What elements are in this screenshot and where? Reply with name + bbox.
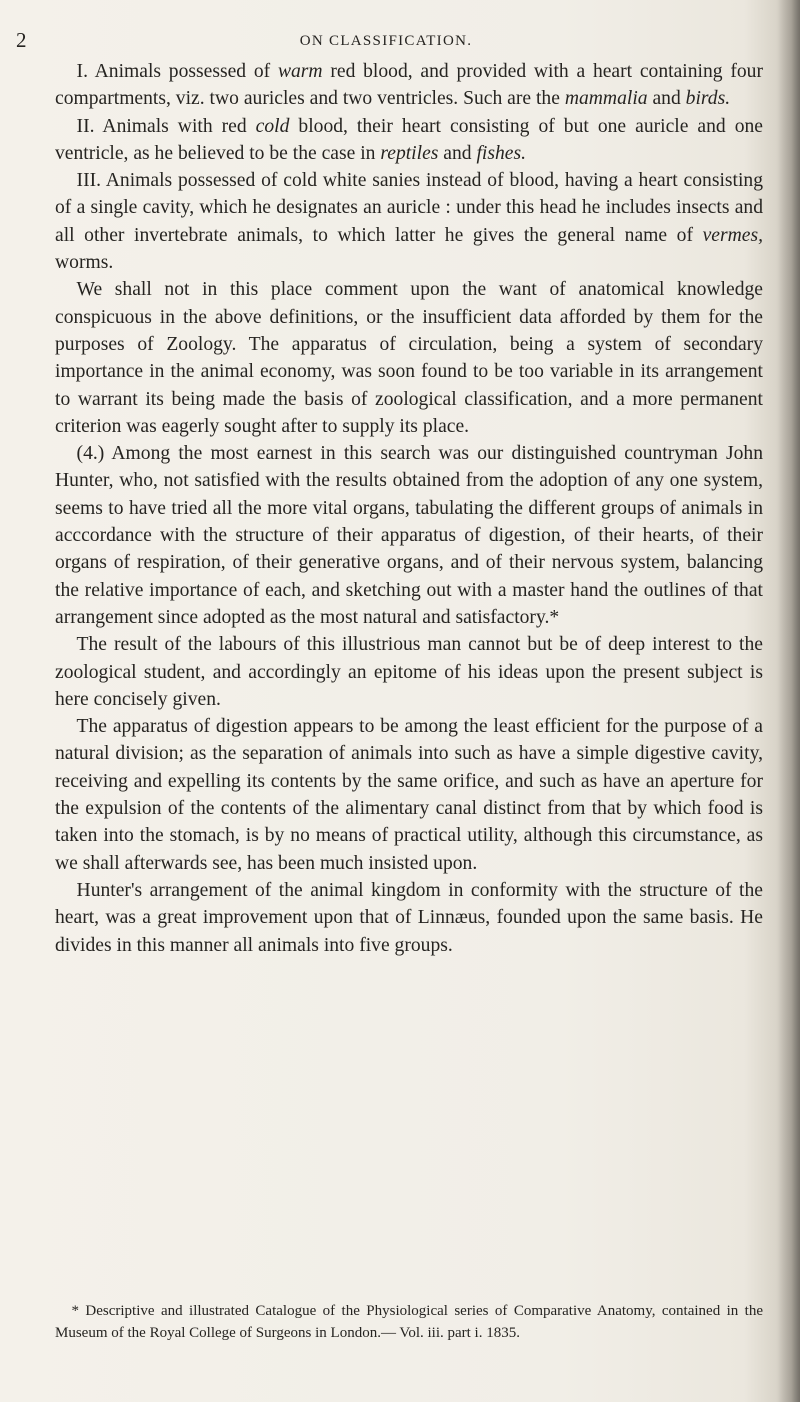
paragraph-text: III. Animals possessed of cold white sanies instead of blood, having a heart consisting of a single cavity, which he designates an auricle : under this head he includes insects and all other invertebrate animals, to which latter he gives the general name of: [55, 170, 763, 246]
paragraph-text: and: [647, 88, 686, 110]
paragraph-heart-arrangement: Hunter's arrangement of the animal kingdom in conformity with the structure of the heart, was a great improvement upon that of Linnæus, founded upon the same basis. He divides in this manner all animals into five groups.: [55, 879, 763, 956]
page-header: [16, 28, 756, 56]
italic-term: birds.: [685, 88, 731, 110]
paragraph-class-two: [55, 113, 763, 168]
paragraph-text: red blood, and provided with a heart containing four compartments, viz. two auricles and two ventricles. Such are the: [55, 61, 763, 110]
paragraph-class-three: [55, 167, 763, 276]
italic-term: cold: [255, 115, 290, 137]
paragraph-text: I. Animals possessed of: [76, 61, 278, 82]
footnote: * Descriptive and illustrated Catalogue of the Physiological series of Comparative Anatomy, contained in the Museum of the Royal College of Surgeons in London.— Vol. iii. part i. 1835.: [55, 1303, 763, 1341]
page-edge-shadow: [778, 0, 800, 1402]
running-head: ON CLASSIFICATION.: [299, 33, 473, 49]
paragraph-digestion: The apparatus of digestion appears to be among the least efficient for the purpose of a natural division; as the separation of animals into such as have a simple digestive cavity, receiving and expelling its contents by the same orifice, and such as have an aperture for the expulsion of the contents of the alimentary canal distinct from that by which food is taken into the stomach, is by no means of practical utility, although this circumstance, as we shall afterwards see, has been much insisted upon.: [55, 716, 763, 874]
paragraph-class-one: [55, 58, 763, 113]
paragraph-text: blood, their heart consisting of but one auricle and one ventricle, as he believed to be the case in: [55, 115, 763, 164]
italic-term: mammalia: [564, 88, 648, 110]
paragraph-text: and: [438, 142, 477, 164]
italic-term: reptiles: [380, 142, 439, 164]
paragraph-text: II. Animals with red: [76, 115, 256, 137]
paragraph-hunter-search: (4.) Among the most earnest in this search was our distinguished countryman John Hunter, who, not satisfied with the results obtained from the adoption of any one system, seems to have tried all the more vital organs, tabulating the different groups of animals in acccordance with the structure of their apparatus of digestion, of their hearts, of their organs of respiration, of their generative organs, and of their nervous system, balancing the relative importance of each, and sketching out with a master hand the outlines of that arrangement since adopted as the most natural and satisfactory.*: [55, 443, 763, 628]
italic-term: vermes,: [702, 224, 763, 246]
body-text: [55, 58, 763, 959]
page-number: 2: [16, 28, 27, 52]
paragraph-result: The result of the labours of this illustrious man cannot but be of deep interest to the zoological student, and accordingly an epitome of his ideas upon the present subject is here concisely given.: [55, 634, 763, 710]
italic-term: warm: [277, 61, 323, 82]
paragraph-commentary: We shall not in this place comment upon the want of anatomical knowledge conspicuous in the above definitions, or the insufficient data afforded by them for the purposes of Zoology. The apparatus of circulation, being a system of secondary importance in the animal economy, was soon found to be too variable in its arrangement to warrant its being made the basis of zoological classification, and a more permanent criterion was eagerly sought after to supply its place.: [55, 279, 763, 437]
italic-term: fishes.: [476, 142, 527, 164]
paragraph-text: worms.: [55, 252, 114, 274]
